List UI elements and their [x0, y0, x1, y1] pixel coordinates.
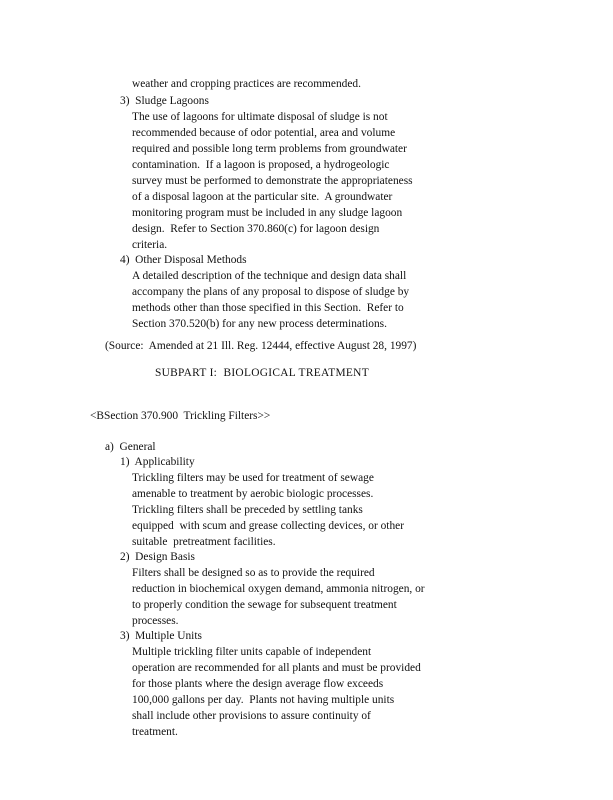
body-line: survey must be performed to demonstrate the appropriateness: [132, 175, 413, 187]
body-line: of a disposal lagoon at the particular site. A groundwater: [132, 191, 393, 203]
section-title: <BSection 370.900 Trickling Filters>>: [90, 410, 271, 422]
applicability-heading: 1) Applicability: [120, 456, 195, 468]
body-line: suitable pretreatment facilities.: [132, 536, 276, 548]
body-line: required and possible long term problems from groundwater: [132, 143, 407, 155]
body-line: recommended because of odor potential, area and volume: [132, 127, 396, 139]
sludge-lagoons-heading: 3) Sludge Lagoons: [120, 95, 209, 107]
subpart-title: SUBPART I: BIOLOGICAL TREATMENT: [155, 367, 369, 379]
source-note: (Source: Amended at 21 Ill. Reg. 12444, effective August 28, 1997): [105, 340, 417, 352]
body-line: Trickling filters may be used for treatment of sewage: [132, 472, 374, 484]
body-line: amenable to treatment by aerobic biologic processes.: [132, 488, 374, 500]
body-line: 100,000 gallons per day. Plants not having multiple units: [132, 694, 395, 706]
body-line: processes.: [132, 615, 179, 627]
body-line: criteria.: [132, 239, 168, 251]
body-line: treatment.: [132, 726, 178, 738]
body-line: design. Refer to Section 370.860(c) for lagoon design: [132, 223, 380, 235]
body-line: Trickling filters shall be preceded by settling tanks: [132, 504, 363, 516]
body-line: operation are recommended for all plants and must be provided: [132, 662, 421, 674]
body-line: shall include other provisions to assure continuity of: [132, 710, 371, 722]
general-heading: a) General: [105, 441, 156, 453]
design-basis-heading: 2) Design Basis: [120, 551, 195, 563]
body-line: Multiple trickling filter units capable of independent: [132, 646, 372, 658]
body-line: reduction in biochemical oxygen demand, ammonia nitrogen, or: [132, 583, 425, 595]
body-line: to properly condition the sewage for subsequent treatment: [132, 599, 397, 611]
other-disposal-heading: 4) Other Disposal Methods: [120, 254, 247, 266]
body-line: contamination. If a lagoon is proposed, a hydrogeologic: [132, 159, 390, 171]
body-line: for those plants where the design average flow exceeds: [132, 678, 384, 690]
body-line: accompany the plans of any proposal to dispose of sludge by: [132, 286, 410, 298]
continuation-line: weather and cropping practices are recommended.: [132, 78, 361, 90]
body-line: equipped with scum and grease collecting devices, or other: [132, 520, 405, 532]
multiple-units-heading: 3) Multiple Units: [120, 630, 202, 642]
body-line: methods other than those specified in this Section. Refer to: [132, 302, 404, 314]
body-line: Section 370.520(b) for any new process determinations.: [132, 318, 387, 330]
body-line: Filters shall be designed so as to provide the required: [132, 567, 375, 579]
body-line: The use of lagoons for ultimate disposal of sludge is not: [132, 111, 388, 123]
body-line: A detailed description of the technique and design data shall: [132, 270, 407, 282]
body-line: monitoring program must be included in any sludge lagoon: [132, 207, 403, 219]
